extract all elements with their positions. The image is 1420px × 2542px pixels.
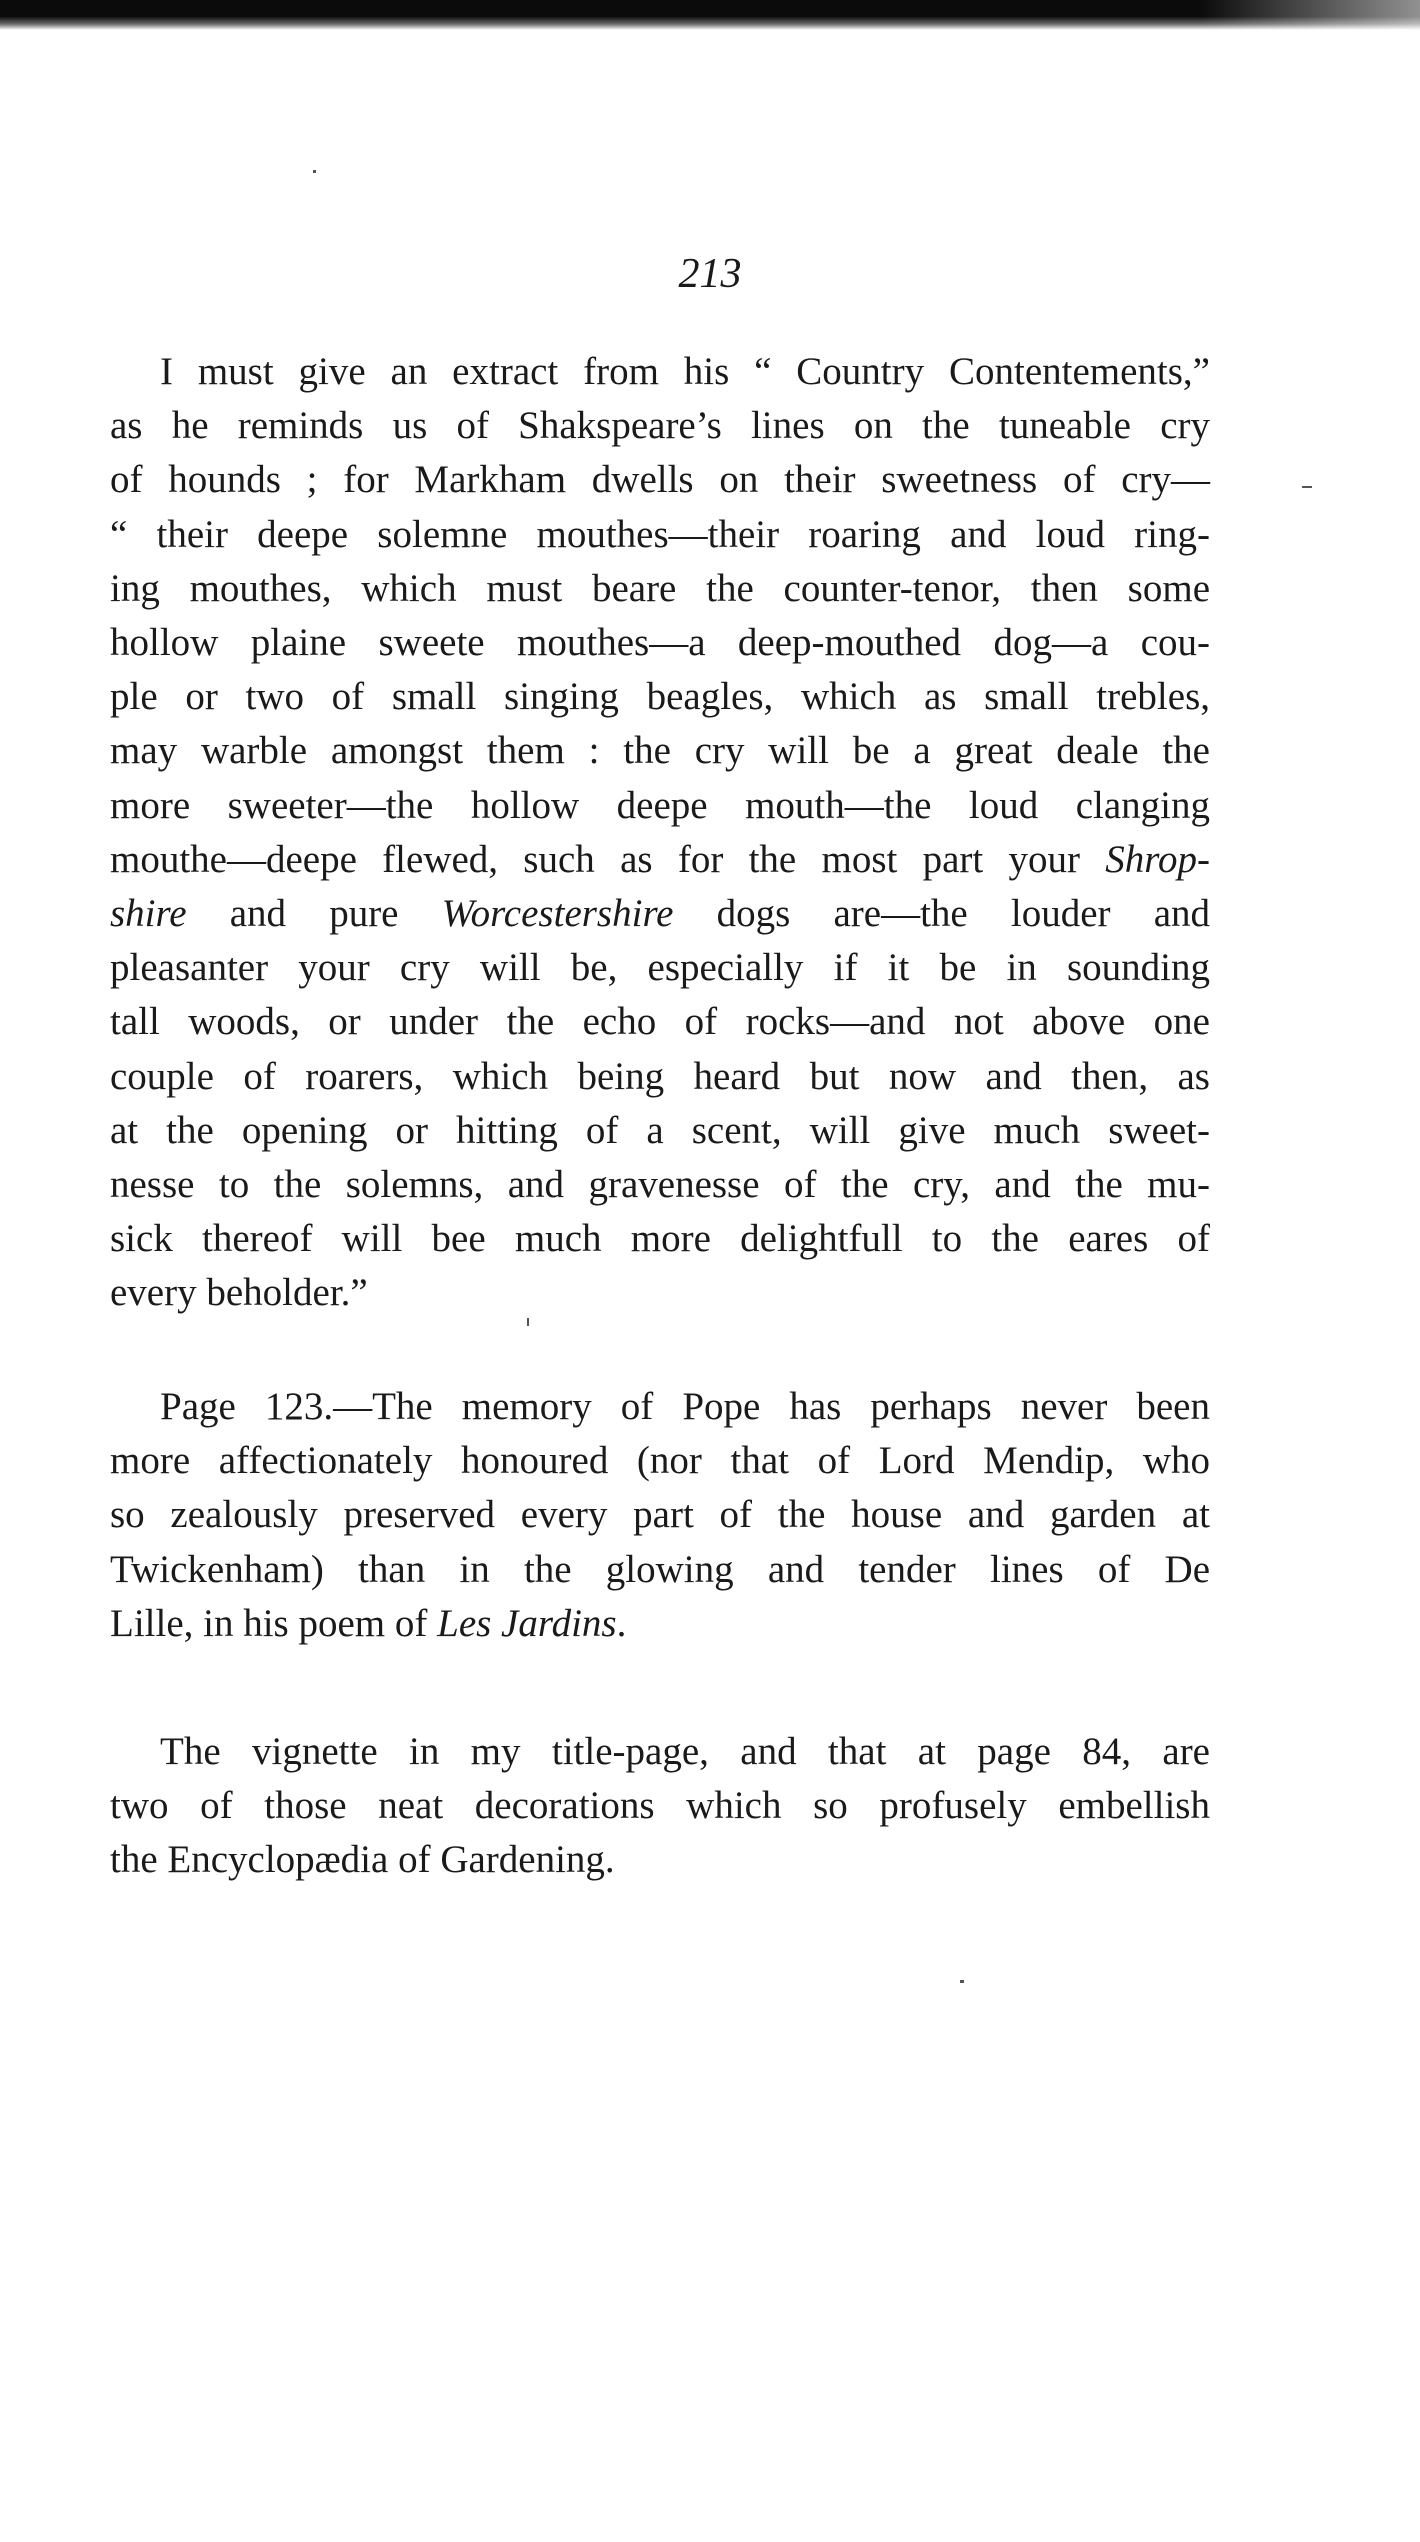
text-run: dogs are—the louder and: [673, 892, 1211, 936]
text-line: Page 123.—The memory of Pope has perhaps never been: [160, 1385, 1210, 1428]
text-line: at the opening or hitting of a scent, will give much sweet-: [110, 1108, 1210, 1152]
text-run: Lille, in his poem of: [110, 1601, 438, 1645]
text-line: more affectionately honoured (nor that of Lord Mendip, who: [110, 1439, 1210, 1483]
text-line: Twickenham) than in the glowing and tender lines of De: [110, 1547, 1210, 1591]
text-line: I must give an extract from his “ Country Contentements,”: [160, 350, 1210, 393]
italic-worcestershire: Worcestershire: [441, 892, 674, 936]
text-line: sick thereof will bee much more delightfull to the eares of: [110, 1217, 1210, 1261]
text-line: so zealously preserved every part of the house and garden at: [110, 1493, 1210, 1537]
text-line: “ their deepe solemne mouthes—their roaring and loud ring-: [110, 512, 1210, 556]
italic-les-jardins: Les Jardins: [437, 1601, 617, 1645]
text-run: .: [616, 1601, 627, 1645]
text-line: pleasanter your cry will be, especially if it be in sounding: [110, 946, 1210, 990]
text-line: more sweeter—the hollow deepe mouth—the loud clanging: [110, 783, 1210, 827]
paragraph-page-123-note: [110, 1380, 1210, 1651]
text-line: [110, 1597, 1210, 1651]
text-line: nesse to the solemns, and gravenesse of the cry, and the mu-: [110, 1163, 1210, 1207]
text-line: every beholder.”: [110, 1271, 368, 1315]
stray-mark: [1302, 486, 1312, 488]
text-line: of hounds ; for Markham dwells on their sweetness of cry—: [110, 458, 1210, 502]
text-line: ple or two of small singing beagles, which as small trebles,: [110, 675, 1210, 719]
stray-mark: [960, 1980, 964, 1983]
text-line: [110, 887, 1210, 941]
text-line: [110, 833, 1210, 887]
paragraph-vignette-note: [110, 1725, 1210, 1888]
italic-shropshire-part2: shire: [110, 892, 187, 936]
top-edge-rule-fade: [1200, 0, 1420, 40]
text-line: as he reminds us of Shakspeare’s lines on the tuneable cry: [110, 404, 1210, 448]
text-run: and pure: [186, 892, 442, 936]
stray-mark: [313, 170, 316, 173]
text-line: two of those neat decorations which so profusely embellish: [110, 1784, 1210, 1828]
text-run: mouthe—deepe flewed, such as for the most part your: [110, 837, 1106, 881]
text-line: the Encyclopædia of Gardening.: [110, 1838, 615, 1882]
italic-shropshire-part1: Shrop-: [1105, 837, 1210, 881]
text-line: couple of roarers, which being heard but now and then, as: [110, 1054, 1210, 1098]
text-line: The vignette in my title-page, and that at page 84, are: [160, 1730, 1210, 1773]
text-line: hollow plaine sweete mouthes—a deep-mouthed dog—a cou-: [110, 621, 1210, 665]
page-number: 213: [678, 251, 742, 297]
text-line: tall woods, or under the echo of rocks—and not above one: [110, 1000, 1210, 1044]
stray-mark: [527, 1318, 529, 1326]
text-line: may warble amongst them : the cry will be a great deale the: [110, 729, 1210, 773]
paragraph-country-contentements: [110, 345, 1210, 1321]
text-line: ing mouthes, which must beare the counter-tenor, then some: [110, 566, 1210, 610]
